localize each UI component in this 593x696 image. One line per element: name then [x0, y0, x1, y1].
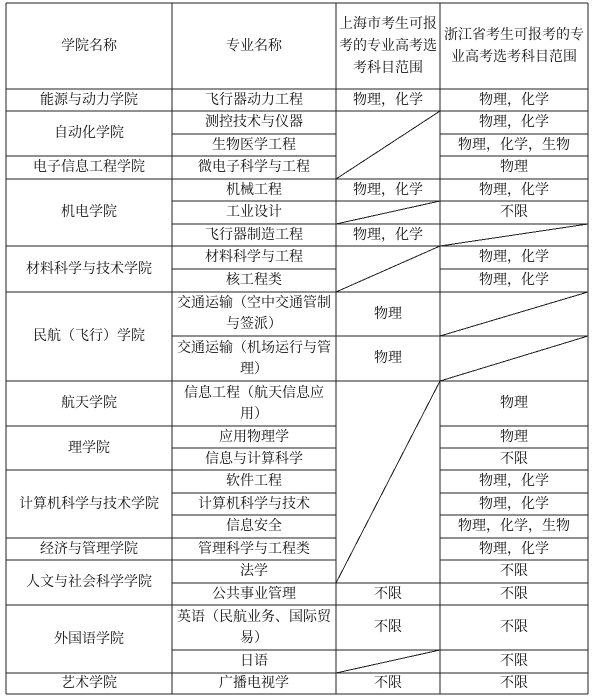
zhejiang-subjects: 物理，化学 [479, 114, 549, 130]
college-name: 电子信息工程学院 [33, 159, 145, 175]
zhejiang-subjects: 物理 [500, 395, 528, 411]
zhejiang-subjects: 物理，化学，生物 [458, 518, 570, 534]
college-name: 外国语学院 [54, 630, 124, 647]
college-name: 材料科学与技术学院 [26, 260, 152, 277]
major-name: 材料科学与工程 [205, 249, 303, 265]
major-name: 日语 [240, 653, 268, 669]
college-name: 民航（飞行）学院 [33, 328, 145, 344]
zhejiang-subjects: 不限 [500, 450, 528, 467]
major-name: 机械工程 [226, 181, 282, 198]
major-name: 软件工程 [226, 473, 282, 489]
zhejiang-subjects: 物理 [500, 159, 528, 175]
shanghai-subjects: 不限 [374, 675, 402, 691]
major-name: 微电子科学与工程 [198, 159, 310, 175]
zhejiang-subjects: 物理，化学 [479, 495, 549, 512]
college-name: 自动化学院 [54, 125, 124, 141]
major-name: 计算机科学与技术 [198, 495, 310, 512]
major-name: 生物医学工程 [212, 136, 296, 153]
major-name: 信息工程（航天信息应用） [184, 384, 324, 422]
shanghai-subjects: 物理，化学 [353, 226, 423, 243]
major-name: 管理科学与工程类 [198, 540, 310, 557]
zhejiang-subjects: 物理，化学 [479, 249, 549, 265]
shanghai-subjects: 物理，化学 [353, 91, 423, 108]
major-name: 飞行器动力工程 [205, 91, 303, 108]
zhejiang-subjects: 物理，化学，生物 [458, 136, 570, 153]
college-name: 计算机科学与技术学院 [19, 495, 159, 512]
zhejiang-subjects: 不限 [500, 585, 528, 602]
header-college: 学院名称 [61, 38, 117, 54]
major-name: 测控技术与仪器 [205, 114, 303, 130]
major-name: 飞行器制造工程 [205, 226, 303, 243]
shanghai-subjects: 不限 [374, 619, 402, 635]
college-name: 艺术学院 [61, 675, 117, 691]
zhejiang-subjects: 物理，化学 [479, 181, 549, 198]
college-name: 机电学院 [61, 204, 117, 220]
shanghai-empty-slash [336, 111, 440, 179]
college-name: 理学院 [68, 439, 110, 456]
header-shanghai: 上海市考生可报考的专业高考选考科目范围 [339, 16, 437, 76]
college-name: 航天学院 [61, 395, 117, 411]
zhejiang-subjects: 物理，化学 [479, 272, 549, 288]
shanghai-subjects: 物理，化学 [353, 181, 423, 198]
major-name: 信息与计算科学 [205, 450, 303, 467]
major-name: 广播电视学 [219, 675, 289, 691]
shanghai-empty-slash [336, 201, 440, 224]
zhejiang-subjects: 物理 [500, 428, 528, 445]
shanghai-empty-slash [336, 381, 440, 583]
zhejiang-subjects: 不限 [500, 204, 528, 220]
major-name: 应用物理学 [219, 428, 289, 445]
shanghai-subjects: 不限 [374, 585, 402, 602]
college-name: 经济与管理学院 [40, 540, 138, 557]
zhejiang-subjects: 不限 [500, 563, 528, 579]
zhejiang-empty-slash [440, 336, 588, 381]
major-name: 工业设计 [226, 204, 282, 220]
major-name: 核工程类 [226, 272, 282, 288]
zhejiang-subjects: 不限 [500, 619, 528, 635]
major-name: 英语（民航业务、国际贸易） [177, 608, 331, 646]
college-name: 人文与社会科学学院 [26, 574, 152, 590]
zhejiang-subjects: 不限 [500, 675, 528, 691]
major-name: 法学 [240, 563, 268, 579]
zhejiang-empty-slash [440, 292, 588, 336]
zhejiang-subjects: 物理，化学 [479, 473, 549, 489]
header-major: 专业名称 [226, 38, 282, 54]
header-zhejiang: 浙江省考生可报考的专业高考选考科目范围 [444, 27, 584, 65]
major-name: 交通运输（机场运行与管理） [177, 339, 331, 377]
zhejiang-subjects: 不限 [500, 653, 528, 669]
zhejiang-subjects: 物理，化学 [479, 91, 549, 108]
shanghai-empty-slash [336, 650, 440, 673]
zhejiang-empty-slash [440, 224, 588, 246]
shanghai-subjects: 物理 [374, 305, 402, 322]
major-name: 交通运输（空中交通管制与签派） [177, 295, 331, 332]
major-name: 信息安全 [226, 518, 282, 534]
major-name: 公共事业管理 [212, 585, 296, 602]
shanghai-empty-slash [336, 246, 440, 292]
college-name: 能源与动力学院 [40, 91, 138, 108]
shanghai-subjects: 物理 [374, 350, 402, 366]
zhejiang-subjects: 物理，化学 [479, 540, 549, 557]
